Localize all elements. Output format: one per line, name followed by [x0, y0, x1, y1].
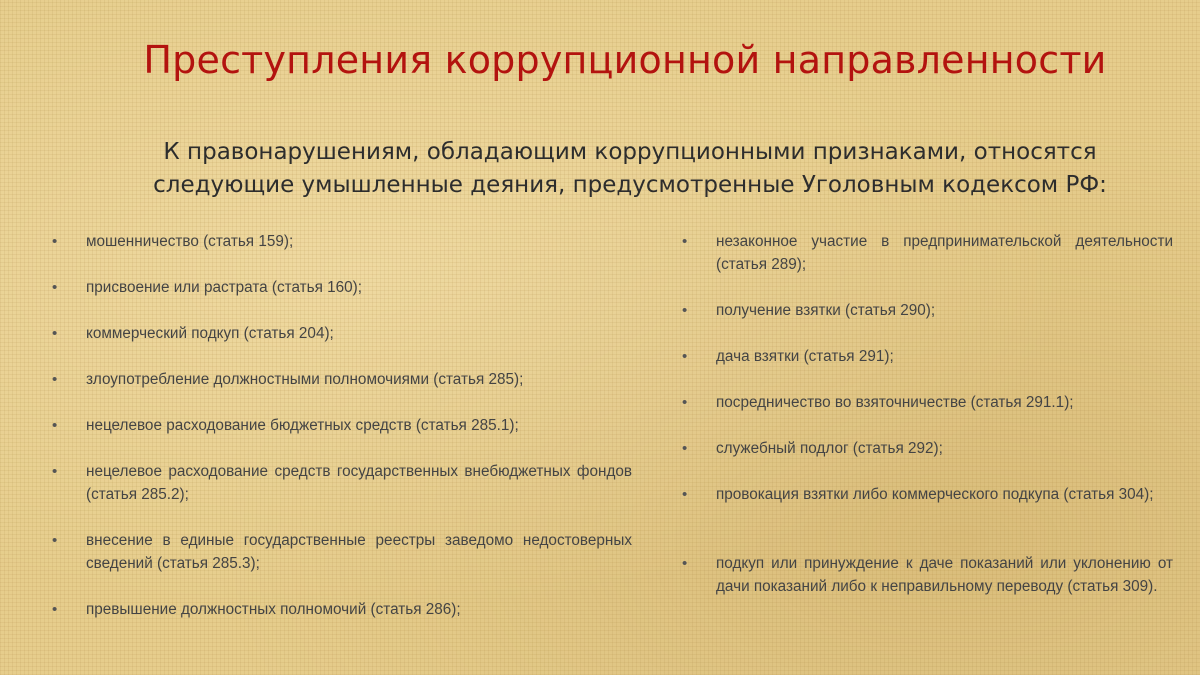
slide-title: Преступления коррупционной направленности	[143, 38, 1107, 82]
list-item: • нецелевое расходование бюджетных средств (статья 285.1);	[86, 414, 632, 460]
list-item: • провокация взятки либо коммерческого подкупа (статья 304);	[716, 483, 1173, 552]
list-item: • дача взятки (статья 291);	[716, 345, 1173, 391]
bullet-icon: •	[52, 371, 58, 388]
bullet-icon: •	[52, 532, 58, 549]
bullet-icon: •	[682, 302, 688, 319]
bullet-icon: •	[52, 325, 58, 342]
bullet-icon: •	[682, 348, 688, 365]
bullet-icon: •	[682, 233, 688, 250]
bullet-icon: •	[52, 463, 58, 480]
bullet-icon: •	[52, 601, 58, 618]
list-item: • мошенничество (статья 159);	[86, 230, 632, 276]
bullet-icon: •	[682, 486, 688, 503]
bullet-icon: •	[52, 417, 58, 434]
list-item: • получение взятки (статья 290);	[716, 299, 1173, 345]
list-item: • внесение в единые государственные реестры заведомо недостоверных сведений (статья 285.3);	[86, 529, 632, 598]
list-item: • подкуп или принуждение к даче показаний или уклонению от дачи показаний либо к неправильному переводу (статья 309).	[716, 552, 1173, 644]
bullet-icon: •	[682, 440, 688, 457]
list-item: • злоупотребление должностными полномочиями (статья 285);	[86, 368, 632, 414]
bullet-icon: •	[52, 233, 58, 250]
bullet-icon: •	[52, 279, 58, 296]
list-item: • присвоение или растрата (статья 160);	[86, 276, 632, 322]
list-item: • нецелевое расходование средств государственных внебюджетных фондов (статья 285.2);	[86, 460, 632, 529]
list-item: • служебный подлог (статья 292);	[716, 437, 1173, 483]
list-item: • коммерческий подкуп (статья 204);	[86, 322, 632, 368]
list-item: • посредничество во взяточничестве (статья 291.1);	[716, 391, 1173, 437]
bullet-icon: •	[682, 555, 688, 572]
right-crime-list	[682, 230, 1173, 644]
bullet-icon: •	[682, 394, 688, 411]
slide-subtitle: К правонарушениям, обладающим коррупционными признаками, относятся следующие умышленные деяния, предусмотренные Уголовным кодексом РФ:	[153, 139, 1107, 198]
left-crime-list	[52, 230, 632, 644]
list-item: • незаконное участие в предпринимательской деятельности (статья 289);	[716, 230, 1173, 299]
list-item: • превышение должностных полномочий (статья 286);	[86, 598, 632, 644]
